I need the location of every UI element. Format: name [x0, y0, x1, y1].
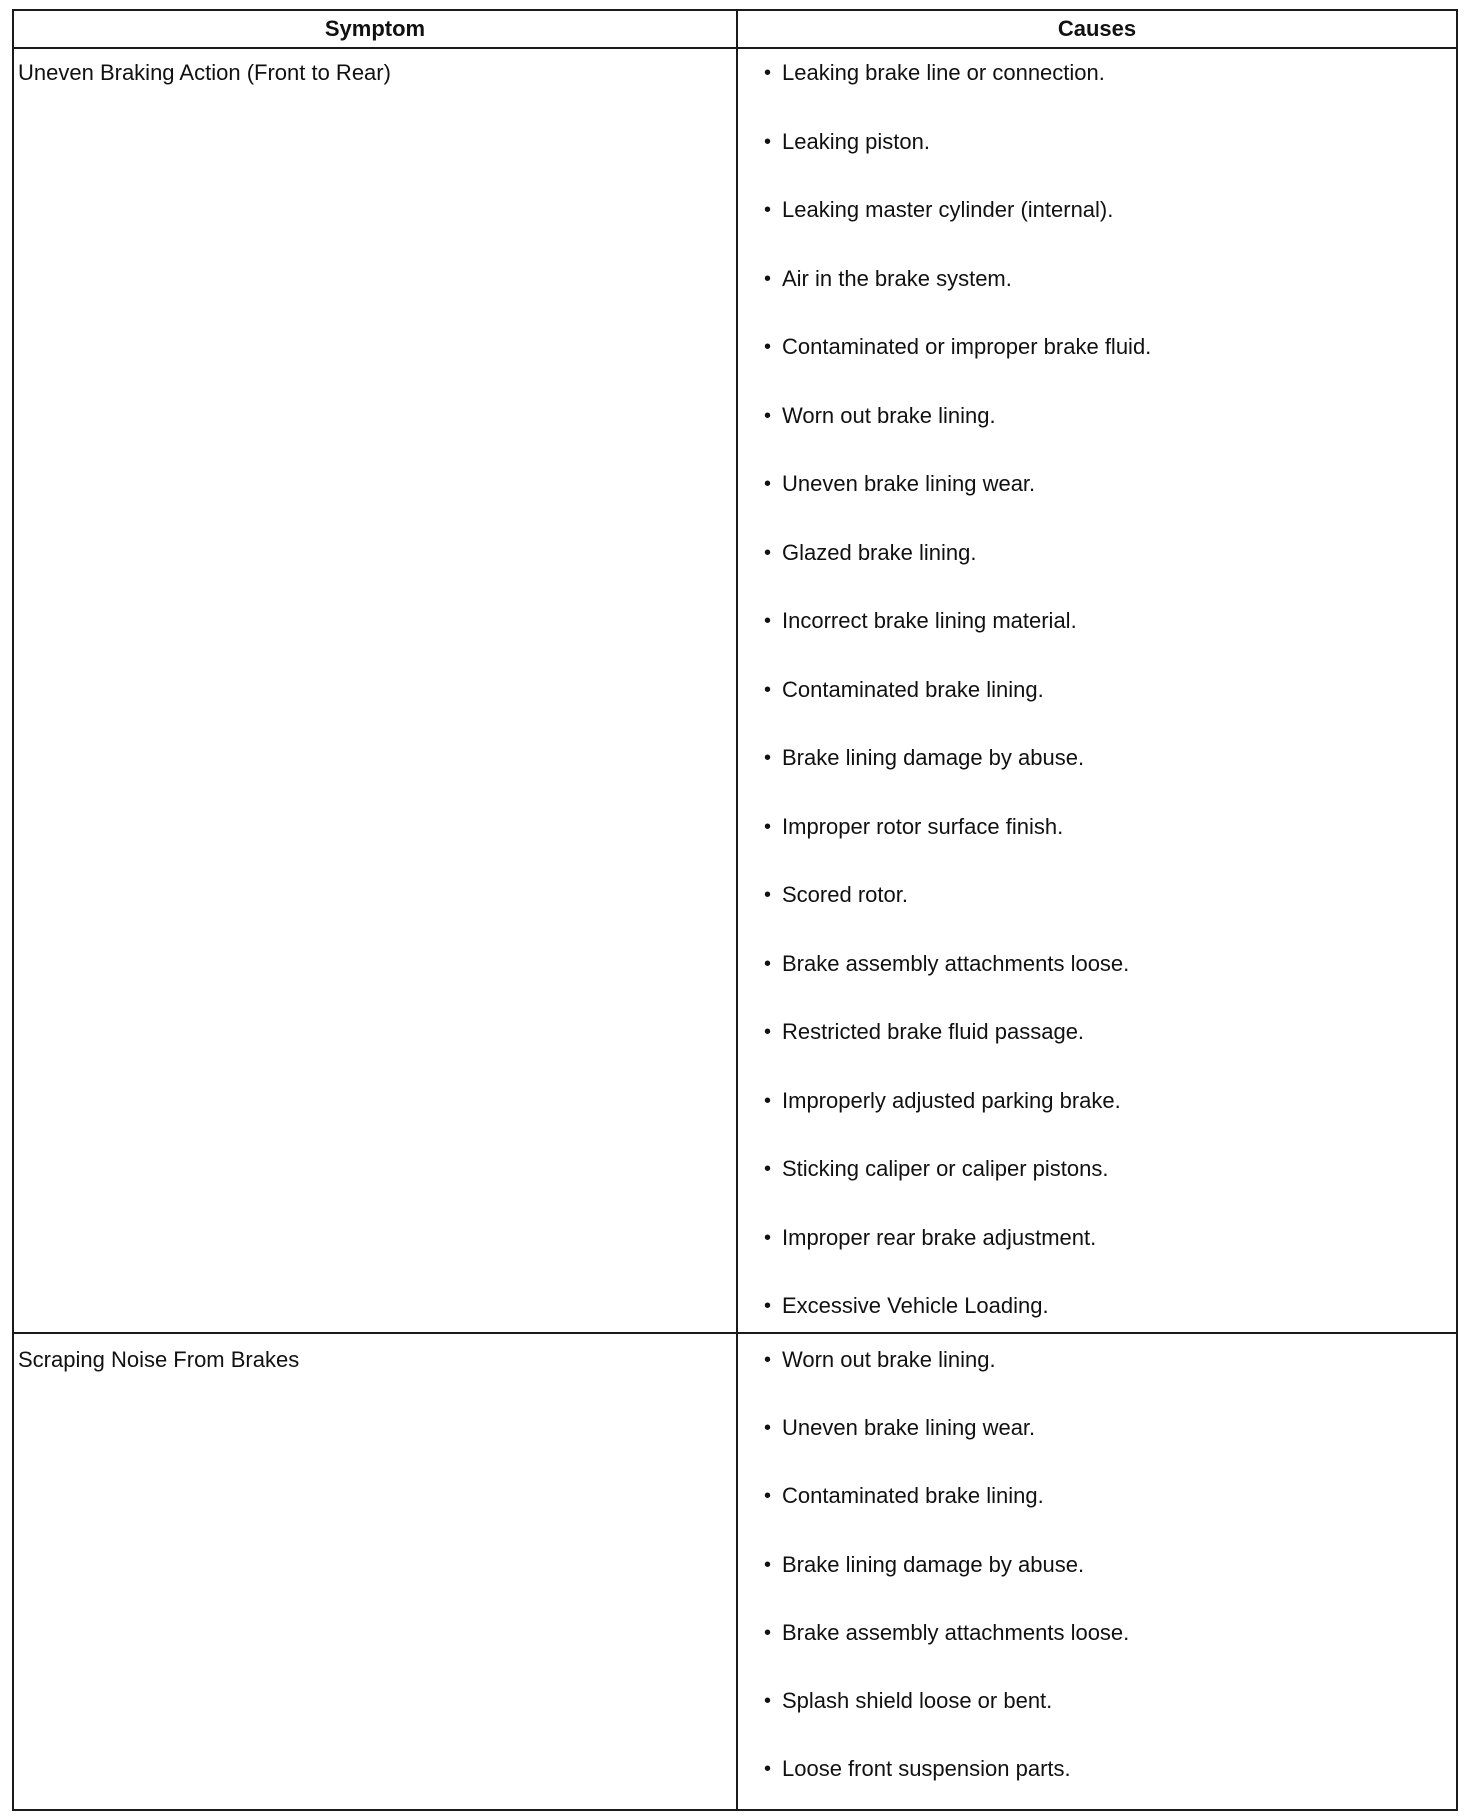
cause-item: • Leaking brake line or connection.	[764, 60, 1105, 85]
cause-item: • Improperly adjusted parking brake.	[764, 1087, 1121, 1113]
causes-list	[764, 1336, 1442, 1813]
bullet-icon: •	[764, 199, 772, 221]
symptom-cell: Scraping Noise From Brakes	[18, 1347, 300, 1372]
bullet-icon: •	[764, 1021, 772, 1043]
table-row	[14, 49, 1456, 1334]
cause-item: • Incorrect brake lining material.	[764, 608, 1077, 633]
cause-item: • Uneven brake lining wear.	[764, 1415, 1036, 1441]
cause-item: • Worn out brake lining.	[764, 402, 996, 428]
bullet-icon: •	[764, 610, 772, 632]
bullet-icon: •	[764, 541, 772, 564]
bullet-icon: •	[764, 130, 772, 153]
cause-item: • Splash shield loose or bent.	[764, 1687, 1053, 1713]
bullet-icon: •	[764, 1689, 772, 1712]
table-header	[14, 11, 1456, 49]
bullet-icon: •	[764, 1349, 772, 1371]
cause-item: • Scored rotor.	[764, 882, 908, 907]
diagnosis-table	[12, 9, 1458, 1811]
cause-item: • Brake lining damage by abuse.	[764, 1551, 1085, 1577]
symptom-cell: Uneven Braking Action (Front to Rear)	[18, 60, 391, 85]
cause-item: • Worn out brake lining.	[764, 1347, 996, 1372]
bullet-icon: •	[764, 473, 772, 495]
table-row	[14, 1336, 1456, 1809]
cause-item: • Uneven brake lining wear.	[764, 471, 1036, 496]
cause-item: • Leaking piston.	[764, 128, 930, 154]
cause-item: • Improper rotor surface finish.	[764, 813, 1064, 839]
cause-item: • Air in the brake system.	[764, 265, 1012, 291]
cause-item: • Brake assembly attachments loose.	[764, 950, 1130, 976]
bullet-icon: •	[764, 1158, 772, 1180]
bullet-icon: •	[764, 884, 772, 906]
bullet-icon: •	[764, 1089, 772, 1112]
cause-item: • Improper rear brake adjustment.	[764, 1224, 1097, 1250]
bullet-icon: •	[764, 1417, 772, 1440]
bullet-icon: •	[764, 1226, 772, 1249]
cause-item: • Sticking caliper or caliper pistons.	[764, 1156, 1109, 1181]
cause-item: • Excessive Vehicle Loading.	[764, 1293, 1049, 1318]
bullet-icon: •	[764, 678, 772, 701]
cause-item: • Leaking master cylinder (internal).	[764, 197, 1114, 222]
bullet-icon: •	[764, 1758, 772, 1781]
bullet-icon: •	[764, 1621, 772, 1644]
header-causes: Causes	[1057, 16, 1137, 41]
cause-item: • Contaminated or improper brake fluid.	[764, 334, 1152, 359]
cause-item: • Contaminated brake lining.	[764, 1483, 1044, 1509]
bullet-icon: •	[764, 952, 772, 975]
bullet-icon: •	[764, 1485, 772, 1508]
bullet-icon: •	[764, 62, 772, 84]
bullet-icon: •	[764, 815, 772, 838]
cause-item: • Loose front suspension parts.	[764, 1756, 1071, 1782]
bullet-icon: •	[764, 747, 772, 769]
cause-item: • Restricted brake fluid passage.	[764, 1019, 1085, 1044]
cause-item: • Brake lining damage by abuse.	[764, 745, 1085, 770]
bullet-icon: •	[764, 1553, 772, 1576]
header-symptom: Symptom	[324, 16, 426, 41]
cause-item: • Brake assembly attachments loose.	[764, 1619, 1130, 1645]
cause-item: • Contaminated brake lining.	[764, 676, 1044, 702]
bullet-icon: •	[764, 336, 772, 358]
bullet-icon: •	[764, 1295, 772, 1317]
bullet-icon: •	[764, 404, 772, 427]
cause-item: • Glazed brake lining.	[764, 539, 977, 565]
causes-list	[764, 49, 1442, 1351]
bullet-icon: •	[764, 267, 772, 290]
